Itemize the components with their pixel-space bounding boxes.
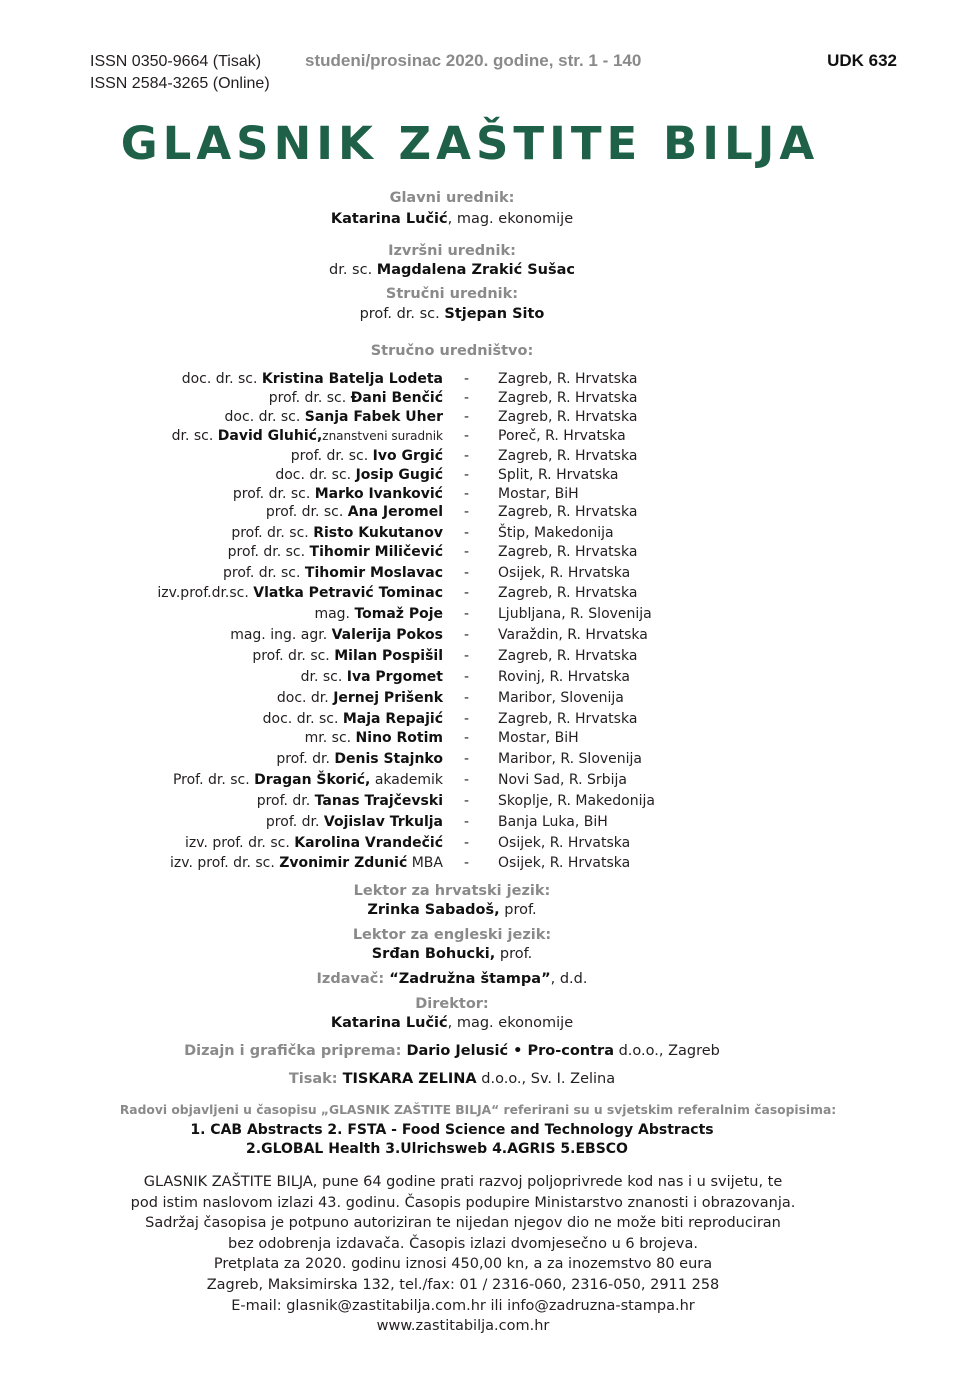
board-member-row bbox=[0, 772, 974, 792]
board-member-dash: - bbox=[464, 371, 470, 387]
board-member-location: Split, R. Hrvatska bbox=[498, 467, 619, 483]
board-member-title: prof. dr. sc. bbox=[223, 565, 305, 581]
board-member-name-block bbox=[233, 486, 443, 502]
board-member-row bbox=[0, 627, 974, 647]
board-member-name-block bbox=[252, 648, 443, 664]
board-member-dash: - bbox=[464, 855, 470, 871]
board-member-name-block bbox=[228, 544, 443, 560]
board-member-row bbox=[0, 544, 974, 564]
board-member-location: Zagreb, R. Hrvatska bbox=[498, 448, 638, 464]
board-member-suffix: MBA bbox=[407, 855, 443, 871]
board-member-location: Mostar, BiH bbox=[498, 486, 579, 502]
board-member-row bbox=[0, 585, 974, 605]
board-member-dash: - bbox=[464, 585, 470, 601]
board-member-location: Zagreb, R. Hrvatska bbox=[498, 409, 638, 425]
board-member-name: Ivo Grgić bbox=[372, 448, 443, 464]
board-member-row bbox=[0, 690, 974, 710]
board-member-row bbox=[0, 751, 974, 771]
board-member-name-block bbox=[266, 504, 443, 520]
board-member-title: mr. sc. bbox=[304, 730, 356, 746]
board-member-dash: - bbox=[464, 525, 470, 541]
lector-hr-label: Lektor za hrvatski jezik: bbox=[353, 883, 551, 899]
tech-editor-name: Stjepan Sito bbox=[444, 306, 545, 322]
board-member-row bbox=[0, 525, 974, 545]
board-member-location: Mostar, BiH bbox=[498, 730, 579, 746]
publisher-name: “Zadružna štampa” bbox=[384, 971, 551, 987]
board-member-dash: - bbox=[464, 486, 470, 502]
board-member-name-block bbox=[275, 467, 443, 483]
board-member-dash: - bbox=[464, 793, 470, 809]
footer-line: E-mail: glasnik@zastitabilja.com.hr ili info@zadruzna-stampa.hr bbox=[231, 1297, 695, 1314]
board-member-dash: - bbox=[464, 814, 470, 830]
board-member-location: Zagreb, R. Hrvatska bbox=[498, 371, 638, 387]
issn-block bbox=[90, 51, 270, 95]
board-member-name-block bbox=[291, 448, 443, 464]
board-member-title: prof. dr. bbox=[256, 793, 315, 809]
issue-info: studeni/prosinac 2020. godine, str. 1 - 140 bbox=[305, 51, 642, 70]
board-member-dash: - bbox=[464, 690, 470, 706]
board-member-name: Đani Benčić bbox=[350, 390, 443, 406]
board-member-name: Ana Jeromel bbox=[347, 504, 443, 520]
board-member-name: Tihomir Miličević bbox=[309, 544, 443, 560]
board-member-title: doc. dr. bbox=[276, 690, 334, 706]
board-member-name-block bbox=[170, 855, 443, 871]
issn-print: ISSN 0350-9664 (Tisak) bbox=[90, 53, 262, 70]
board-member-location: Štip, Makedonija bbox=[498, 525, 614, 541]
board-member-title: doc. dr. sc. bbox=[275, 467, 356, 483]
director-name: Katarina Lučić bbox=[330, 1015, 448, 1031]
publisher bbox=[0, 971, 904, 987]
director bbox=[0, 1015, 904, 1031]
board-member-location: Skoplje, R. Makedonija bbox=[498, 793, 655, 809]
board-member-dash: - bbox=[464, 772, 470, 788]
board-member-title: doc. dr. sc. bbox=[181, 371, 262, 387]
board-member-name: Sanja Fabek Uher bbox=[304, 409, 443, 425]
board-member-name: Risto Kukutanov bbox=[313, 525, 443, 541]
board-member-row bbox=[0, 448, 974, 468]
board-member-name-block bbox=[263, 711, 443, 727]
board-member-name: Valerija Pokos bbox=[331, 627, 443, 643]
tech-editor-prefix: prof. dr. sc. bbox=[359, 306, 445, 322]
design-label: Dizajn i grafička priprema: bbox=[184, 1043, 402, 1059]
print-suffix: d.o.o., Sv. I. Zelina bbox=[476, 1071, 616, 1087]
exec-editor bbox=[0, 262, 904, 278]
board-member-row bbox=[0, 711, 974, 731]
board-member-title: prof. dr. sc. bbox=[231, 525, 314, 541]
design-suffix: d.o.o., Zagreb bbox=[613, 1043, 720, 1059]
indexing-line-2: 2.GLOBAL Health 3.Ulrichsweb 4.AGRIS 5.EBSCO bbox=[246, 1141, 628, 1157]
board-member-name: Denis Stajnko bbox=[334, 751, 443, 767]
exec-editor-label: Izvršni urednik: bbox=[388, 243, 516, 259]
board-member-row bbox=[0, 835, 974, 855]
board-member-name-block bbox=[314, 606, 443, 622]
board-member-location: Banja Luka, BiH bbox=[498, 814, 608, 830]
board-member-location: Osijek, R. Hrvatska bbox=[498, 565, 631, 581]
board-member-name: Kristina Batelja Lodeta bbox=[261, 371, 443, 387]
tech-editor bbox=[0, 306, 904, 322]
indexing-line-1: 1. CAB Abstracts 2. FSTA - Food Science and Technology Abstracts bbox=[190, 1122, 714, 1138]
board-member-row bbox=[0, 486, 974, 506]
board-member-name: Jernej Prišenk bbox=[333, 690, 443, 706]
board-member-location: Varaždin, R. Hrvatska bbox=[498, 627, 648, 643]
board-member-row bbox=[0, 467, 974, 487]
board-member-title: prof. dr. bbox=[276, 751, 335, 767]
board-member-name: Dragan Škorić, bbox=[254, 772, 371, 788]
board-member-row bbox=[0, 504, 974, 524]
board-member-row bbox=[0, 669, 974, 689]
footer-line: www.zastitabilja.com.hr bbox=[376, 1318, 550, 1335]
lector-en-suffix: prof. bbox=[495, 946, 533, 962]
board-member-name: Milan Pospišil bbox=[334, 648, 443, 664]
board-member-name: Zvonimir Zdunić bbox=[279, 855, 408, 871]
board-member-dash: - bbox=[464, 504, 470, 520]
board-member-row bbox=[0, 371, 974, 391]
chief-editor-suffix: , mag. ekonomije bbox=[447, 211, 574, 227]
board-member-dash: - bbox=[464, 565, 470, 581]
publisher-suffix: , d.d. bbox=[550, 971, 588, 987]
board-member-row bbox=[0, 814, 974, 834]
footer-line: Zagreb, Maksimirska 132, tel./fax: 01 / 2316-060, 2316-050, 2911 258 bbox=[206, 1276, 720, 1293]
board-member-title: prof. dr. bbox=[265, 814, 324, 830]
board-member-dash: - bbox=[464, 544, 470, 560]
board-member-name-block bbox=[223, 565, 443, 581]
board-member-suffix: znanstveni suradnik bbox=[322, 429, 443, 443]
director-suffix: , mag. ekonomije bbox=[447, 1015, 574, 1031]
footer-line: Sadržaj časopisa je potpuno autoriziran te nijedan njegov dio ne može biti reproduciran bbox=[145, 1215, 781, 1232]
board-member-row bbox=[0, 730, 974, 750]
board-member-dash: - bbox=[464, 467, 470, 483]
print bbox=[0, 1071, 904, 1087]
board-member-name: Marko Ivanković bbox=[314, 486, 443, 502]
board-member-name: Tanas Trajčevski bbox=[314, 793, 443, 809]
board-member-title: doc. dr. sc. bbox=[262, 711, 343, 727]
board-member-location: Zagreb, R. Hrvatska bbox=[498, 711, 638, 727]
footer-line: bez odobrenja izdavača. Časopis izlazi dvomjesečno u 6 brojeva. bbox=[228, 1235, 698, 1252]
board-member-dash: - bbox=[464, 751, 470, 767]
board-member-title: prof. dr. sc. bbox=[268, 390, 351, 406]
footer-line: Pretplata za 2020. godinu iznosi 450,00 kn, a za inozemstvo 80 eura bbox=[213, 1256, 713, 1273]
exec-editor-name: Magdalena Zrakić Sušac bbox=[376, 262, 575, 278]
lector-hr bbox=[0, 902, 904, 918]
board-member-name-block bbox=[257, 793, 443, 809]
board-member-name: Karolina Vrandečić bbox=[294, 835, 443, 851]
board-member-name: David Gluhić, bbox=[217, 428, 323, 444]
board-member-location: Maribor, Slovenija bbox=[498, 690, 624, 706]
board-member-dash: - bbox=[464, 835, 470, 851]
footer-line: GLASNIK ZAŠTITE BILJA, pune 64 godine prati razvoj poljoprivrede kod nas i u svijetu, te bbox=[143, 1174, 783, 1190]
design bbox=[0, 1043, 904, 1059]
board-member-row bbox=[0, 409, 974, 429]
board-label: Stručno uredništvo: bbox=[370, 343, 534, 359]
tech-editor-label: Stručni urednik: bbox=[385, 286, 519, 302]
board-member-name-block bbox=[277, 690, 443, 706]
lector-en bbox=[0, 946, 904, 962]
board-member-title: izv. prof. dr. sc. bbox=[170, 855, 280, 871]
board-member-title: prof. dr. sc. bbox=[265, 504, 348, 520]
board-member-name-block bbox=[269, 390, 443, 406]
exec-editor-prefix: dr. sc. bbox=[328, 262, 377, 278]
board-member-dash: - bbox=[464, 428, 470, 444]
board-member-row bbox=[0, 855, 974, 875]
board-member-row bbox=[0, 793, 974, 813]
board-member-dash: - bbox=[464, 711, 470, 727]
board-member-title: prof. dr. sc. bbox=[252, 648, 335, 664]
board-member-title: mag. ing. agr. bbox=[230, 627, 332, 643]
board-member-title: Prof. dr. sc. bbox=[172, 772, 255, 788]
board-member-title: dr. sc. bbox=[300, 669, 347, 685]
board-member-name-block bbox=[157, 585, 443, 601]
board-member-name-block bbox=[182, 371, 443, 387]
board-member-name: Vojislav Trkulja bbox=[323, 814, 443, 830]
board-member-name-block bbox=[231, 525, 443, 541]
board-member-dash: - bbox=[464, 448, 470, 464]
board-member-location: Novi Sad, R. Srbija bbox=[498, 772, 627, 788]
board-member-name: Nino Rotim bbox=[355, 730, 443, 746]
board-member-name-block bbox=[173, 772, 443, 788]
issn-online: ISSN 2584-3265 (Online) bbox=[90, 75, 270, 92]
board-member-location: Maribor, R. Slovenija bbox=[498, 751, 643, 767]
board-member-location: Zagreb, R. Hrvatska bbox=[498, 390, 638, 406]
lector-en-name: Srđan Bohucki, bbox=[371, 946, 496, 962]
lector-en-label: Lektor za engleski jezik: bbox=[352, 927, 552, 943]
board-member-name-block bbox=[266, 814, 443, 830]
board-member-location: Ljubljana, R. Slovenija bbox=[498, 606, 652, 622]
board-member-dash: - bbox=[464, 669, 470, 685]
design-name: Dario Jelusić • Pro-contra bbox=[401, 1043, 614, 1059]
board-member-row bbox=[0, 565, 974, 585]
indexing-intro: Radovi objavljeni u časopisu „GLASNIK ZAŠTITE BILJA“ referirani su u svjetskim referalnim časopisima: bbox=[119, 1103, 837, 1117]
board-member-location: Zagreb, R. Hrvatska bbox=[498, 504, 638, 520]
board-member-row bbox=[0, 606, 974, 626]
board-member-location: Poreč, R. Hrvatska bbox=[498, 428, 626, 444]
board-member-location: Zagreb, R. Hrvatska bbox=[498, 585, 638, 601]
board-member-name-block bbox=[276, 751, 443, 767]
board-member-name-block bbox=[301, 669, 443, 685]
board-member-name: Josip Gugić bbox=[355, 467, 443, 483]
journal-title: GLASNIK ZAŠTITE BILJA bbox=[120, 117, 820, 170]
udk-code: UDK 632 bbox=[827, 51, 897, 70]
board-member-name-block bbox=[305, 730, 443, 746]
board-member-title: prof. dr. sc. bbox=[232, 486, 315, 502]
board-member-location: Zagreb, R. Hrvatska bbox=[498, 544, 638, 560]
board-member-name-block bbox=[230, 627, 443, 643]
board-member-suffix: akademik bbox=[370, 772, 443, 788]
board-member-dash: - bbox=[464, 409, 470, 425]
board-member-name-block bbox=[172, 428, 443, 444]
board-member-location: Osijek, R. Hrvatska bbox=[498, 835, 631, 851]
board-member-title: dr. sc. bbox=[171, 428, 218, 444]
board-member-dash: - bbox=[464, 730, 470, 746]
board-member-row bbox=[0, 648, 974, 668]
footer-line: pod istim naslovom izlazi 43. godinu. Časopis podupire Ministarstvo znanosti i obrazovanja. bbox=[130, 1194, 796, 1211]
board-member-title: mag. bbox=[314, 606, 355, 622]
chief-editor-label: Glavni urednik: bbox=[389, 190, 515, 206]
board-member-location: Rovinj, R. Hrvatska bbox=[498, 669, 631, 685]
publisher-label: Izdavač: bbox=[316, 971, 385, 987]
board-member-title: prof. dr. sc. bbox=[227, 544, 310, 560]
board-member-title: izv. prof. dr. sc. bbox=[185, 835, 295, 851]
director-label: Direktor: bbox=[415, 996, 489, 1012]
board-member-title: doc. dr. sc. bbox=[224, 409, 305, 425]
board-member-title: izv.prof.dr.sc. bbox=[157, 585, 254, 601]
board-member-title: prof. dr. sc. bbox=[290, 448, 373, 464]
board-member-row bbox=[0, 390, 974, 410]
board-member-name: Vlatka Petravić Tominac bbox=[253, 585, 443, 601]
board-member-name-block bbox=[185, 835, 443, 851]
board-member-row bbox=[0, 428, 974, 448]
board-member-name-block bbox=[225, 409, 443, 425]
board-member-name: Tihomir Moslavac bbox=[304, 565, 443, 581]
board-member-dash: - bbox=[464, 390, 470, 406]
print-label: Tisak: bbox=[288, 1071, 338, 1087]
board-member-name: Iva Prgomet bbox=[346, 669, 443, 685]
board-member-location: Osijek, R. Hrvatska bbox=[498, 855, 631, 871]
print-name: TISKARA ZELINA bbox=[337, 1071, 477, 1087]
board-member-dash: - bbox=[464, 627, 470, 643]
chief-editor bbox=[0, 211, 904, 227]
chief-editor-name: Katarina Lučić bbox=[330, 211, 448, 227]
footer-info bbox=[0, 1172, 926, 1337]
board-member-name: Tomaž Poje bbox=[354, 606, 443, 622]
board-member-dash: - bbox=[464, 606, 470, 622]
board-member-name: Maja Repajić bbox=[342, 711, 443, 727]
lector-hr-name: Zrinka Sabadoš, bbox=[367, 902, 500, 918]
lector-hr-suffix: prof. bbox=[499, 902, 537, 918]
board-member-dash: - bbox=[464, 648, 470, 664]
board-member-location: Zagreb, R. Hrvatska bbox=[498, 648, 638, 664]
